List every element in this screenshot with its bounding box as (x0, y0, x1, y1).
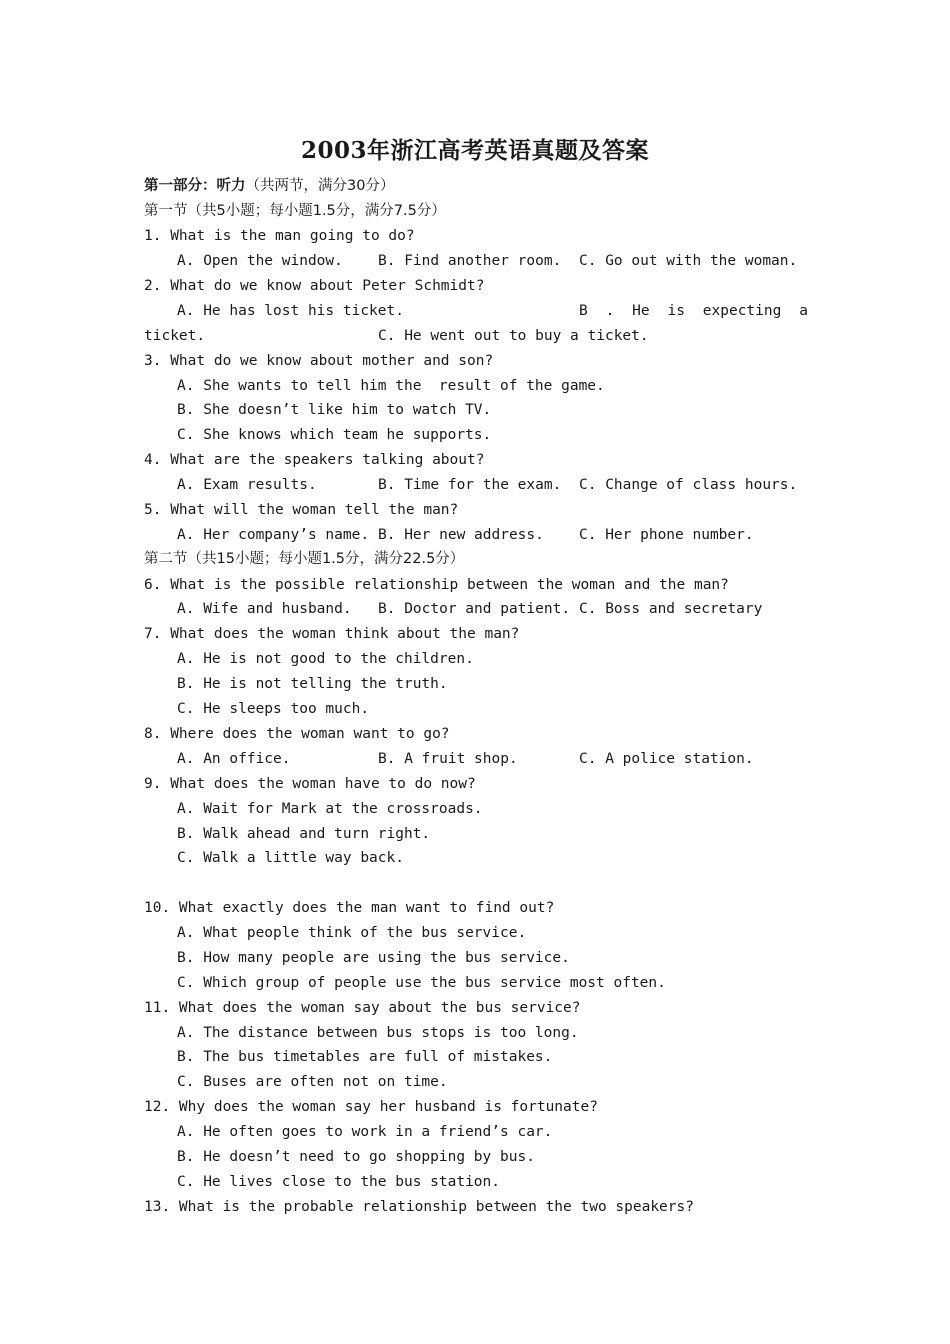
option-a: A. He is not good to the children. (177, 651, 474, 667)
part-heading-rest: （共两节，满分30分） (245, 178, 395, 194)
option-b (579, 300, 808, 322)
question-stem: 3. What do we know about mother and son? (144, 353, 494, 369)
option-c: C. Walk a little way back. (177, 850, 404, 866)
option-a: A. Wait for Mark at the crossroads. (177, 801, 483, 817)
question-stem: 4. What are the speakers talking about? (144, 452, 485, 468)
option-c: C. Change of class hours. (579, 477, 798, 493)
question-stem: 13. What is the probable relationship between the two speakers? (144, 1199, 694, 1215)
option-b: B. Doctor and patient. (378, 601, 571, 617)
option-c: C. A police station. (579, 751, 754, 767)
page-title: 2003年浙江高考英语真题及答案 (300, 137, 649, 164)
section-heading: 第一节（共5小题；每小题1.5分，满分7.5分） (144, 203, 446, 219)
option-b-word: is (667, 303, 685, 319)
question-stem: 5. What will the woman tell the man? (144, 502, 459, 518)
option-b-word: a (799, 303, 808, 319)
question-stem: 6. What is the possible relationship between the woman and the man? (144, 577, 729, 593)
option-b: B. Her new address. (378, 527, 544, 543)
option-c: C. He lives close to the bus station. (177, 1174, 501, 1190)
option-a: A. She wants to tell him the result of the game. (177, 378, 605, 394)
option-a: A. He often goes to work in a friend’s car. (177, 1124, 553, 1140)
option-c: C. She knows which team he supports. (177, 427, 492, 443)
option-b: B. How many people are using the bus service. (177, 950, 570, 966)
option-c: C. Her phone number. (579, 527, 754, 543)
question-stem: 8. Where does the woman want to go? (144, 726, 450, 742)
option-c: C. He sleeps too much. (177, 701, 370, 717)
question-stem: 10. What exactly does the man want to find out? (144, 900, 555, 916)
option-b: B. Time for the exam. (378, 477, 562, 493)
option-b: B. She doesn’t like him to watch TV. (177, 402, 492, 418)
option-b: B. Find another room. (378, 253, 562, 269)
option-a: A. Her company’s name. (177, 527, 370, 543)
question-stem: 9. What does the woman have to do now? (144, 776, 476, 792)
option-a: A. An office. (177, 751, 291, 767)
option-b: B. The bus timetables are full of mistakes. (177, 1049, 553, 1065)
option-c: C. Which group of people use the bus service most often. (177, 975, 666, 991)
question-stem: 2. What do we know about Peter Schmidt? (144, 278, 485, 294)
option-c: C. He went out to buy a ticket. (378, 328, 649, 344)
option-b: B. He is not telling the truth. (177, 676, 448, 692)
question-stem: 1. What is the man going to do? (144, 228, 415, 244)
option-c: C. Go out with the woman. (579, 253, 798, 269)
section-heading: 第二节（共15小题；每小题1.5分，满分22.5分） (144, 551, 465, 567)
option-b: B. A fruit shop. (378, 751, 518, 767)
option-b-continued: ticket. (144, 328, 206, 344)
option-b-word: B (579, 303, 588, 319)
question-stem: 12. Why does the woman say her husband is fortunate? (144, 1099, 598, 1115)
option-a: A. What people think of the bus service. (177, 925, 527, 941)
option-a: A. He has lost his ticket. (177, 303, 404, 319)
option-c: C. Buses are often not on time. (177, 1074, 448, 1090)
option-c: C. Boss and secretary (579, 601, 763, 617)
option-a: A. The distance between bus stops is too long. (177, 1025, 579, 1041)
question-stem: 7. What does the woman think about the man? (144, 626, 520, 642)
option-b: B. He doesn’t need to go shopping by bus. (177, 1149, 535, 1165)
option-b: B. Walk ahead and turn right. (177, 826, 431, 842)
option-b-word: expecting (702, 303, 782, 319)
option-a: A. Wife and husband. (177, 601, 352, 617)
part-heading (144, 175, 394, 197)
option-a: A. Exam results. (177, 477, 317, 493)
option-a: A. Open the window. (177, 253, 343, 269)
part-heading-bold: 第一部分：听力 (144, 178, 246, 194)
option-b-word: . (605, 303, 615, 319)
option-b-word: He (632, 303, 650, 319)
question-stem: 11. What does the woman say about the bus service? (144, 1000, 581, 1016)
